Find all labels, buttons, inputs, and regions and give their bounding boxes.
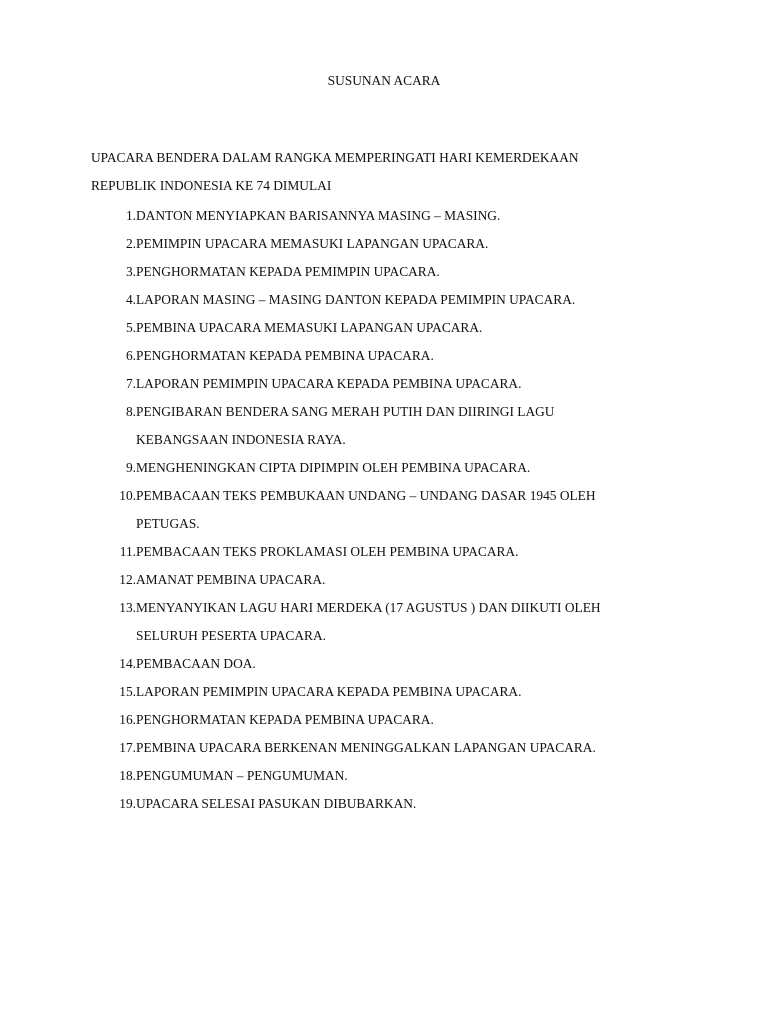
item-number: 15.	[119, 684, 136, 699]
item-number: 17.	[119, 740, 136, 755]
item-line: LAPORAN PEMIMPIN UPACARA KEPADA PEMBINA UPACARA.	[136, 684, 522, 699]
item-number: 6.	[125, 348, 136, 363]
item-text	[136, 398, 691, 454]
item-line: PENGHORMATAN KEPADA PEMBINA UPACARA.	[136, 348, 434, 363]
item-text	[136, 482, 691, 538]
list-item	[91, 538, 691, 566]
item-number: 3.	[125, 264, 136, 279]
item-line: PENGHORMATAN KEPADA PEMIMPIN UPACARA.	[136, 264, 440, 279]
item-line: PEMIMPIN UPACARA MEMASUKI LAPANGAN UPACARA.	[136, 236, 489, 251]
agenda-list	[91, 202, 691, 818]
item-line: UPACARA SELESAI PASUKAN DIBUBARKAN.	[136, 796, 417, 811]
list-item	[91, 202, 691, 230]
list-item	[91, 566, 691, 594]
item-number: 7.	[125, 376, 136, 391]
item-number: 1.	[125, 208, 136, 223]
list-item	[91, 734, 691, 762]
list-item	[91, 370, 691, 398]
list-item	[91, 398, 691, 454]
item-text	[136, 454, 691, 482]
item-line: PENGHORMATAN KEPADA PEMBINA UPACARA.	[136, 712, 434, 727]
item-line: PEMBACAAN TEKS PROKLAMASI OLEH PEMBINA UPACARA.	[136, 544, 519, 559]
item-line: KEBANGSAAN INDONESIA RAYA.	[136, 432, 346, 447]
item-line: MENGHENINGKAN CIPTA DIPIMPIN OLEH PEMBINA UPACARA.	[136, 460, 531, 475]
item-number: 13.	[119, 600, 136, 615]
item-line: DANTON MENYIAPKAN BARISANNYA MASING – MASING.	[136, 208, 501, 223]
item-text	[136, 790, 691, 818]
item-text	[136, 538, 691, 566]
item-number: 2.	[125, 236, 136, 251]
item-line: PEMBINA UPACARA BERKENAN MENINGGALKAN LAPANGAN UPACARA.	[136, 740, 596, 755]
item-number: 11.	[119, 544, 136, 559]
document-title: SUSUNAN ACARA	[327, 73, 441, 88]
item-line: PENGIBARAN BENDERA SANG MERAH PUTIH DAN DIIRINGI LAGU	[136, 404, 555, 419]
item-line: LAPORAN PEMIMPIN UPACARA KEPADA PEMBINA UPACARA.	[136, 376, 522, 391]
item-line: PEMBACAAN DOA.	[136, 656, 256, 671]
list-item	[91, 650, 691, 678]
item-text	[136, 678, 691, 706]
item-text	[136, 202, 691, 230]
list-item	[91, 454, 691, 482]
item-text	[136, 650, 691, 678]
item-line: LAPORAN MASING – MASING DANTON KEPADA PEMIMPIN UPACARA.	[136, 292, 576, 307]
list-item	[91, 762, 691, 790]
item-text	[136, 762, 691, 790]
item-line: PEMBINA UPACARA MEMASUKI LAPANGAN UPACARA.	[136, 320, 483, 335]
item-line: PENGUMUMAN – PENGUMUMAN.	[136, 768, 348, 783]
item-text	[136, 258, 691, 286]
item-text	[136, 734, 691, 762]
item-line: PETUGAS.	[136, 516, 200, 531]
list-item	[91, 594, 691, 650]
item-text	[136, 314, 691, 342]
item-line: AMANAT PEMBINA UPACARA.	[136, 572, 326, 587]
list-item	[91, 482, 691, 538]
item-number: 12.	[119, 572, 136, 587]
item-text	[136, 706, 691, 734]
item-text	[136, 566, 691, 594]
item-number: 4.	[125, 292, 136, 307]
list-item	[91, 258, 691, 286]
item-text	[136, 286, 691, 314]
list-item	[91, 342, 691, 370]
list-item	[91, 286, 691, 314]
item-number: 9.	[125, 460, 136, 475]
intro-line: REPUBLIK INDONESIA KE 74 DIMULAI	[91, 178, 332, 193]
item-number: 18.	[119, 768, 136, 783]
item-number: 5.	[125, 320, 136, 335]
item-line: PEMBACAAN TEKS PEMBUKAAN UNDANG – UNDANG DASAR 1945 OLEH	[136, 488, 596, 503]
item-text	[136, 370, 691, 398]
item-number: 10.	[119, 488, 136, 503]
item-text	[136, 342, 691, 370]
intro-paragraph	[91, 144, 691, 200]
item-number: 19.	[119, 796, 136, 811]
item-number: 8.	[125, 404, 136, 419]
item-line: MENYANYIKAN LAGU HARI MERDEKA (17 AGUSTUS ) DAN DIIKUTI OLEH	[136, 600, 601, 615]
list-item	[91, 314, 691, 342]
item-text	[136, 230, 691, 258]
item-text	[136, 594, 691, 650]
intro-line: UPACARA BENDERA DALAM RANGKA MEMPERINGATI HARI KEMERDEKAAN	[91, 150, 579, 165]
list-item	[91, 706, 691, 734]
item-number: 14.	[119, 656, 136, 671]
item-number: 16.	[119, 712, 136, 727]
list-item	[91, 790, 691, 818]
list-item	[91, 230, 691, 258]
list-item	[91, 678, 691, 706]
item-line: SELURUH PESERTA UPACARA.	[136, 628, 326, 643]
